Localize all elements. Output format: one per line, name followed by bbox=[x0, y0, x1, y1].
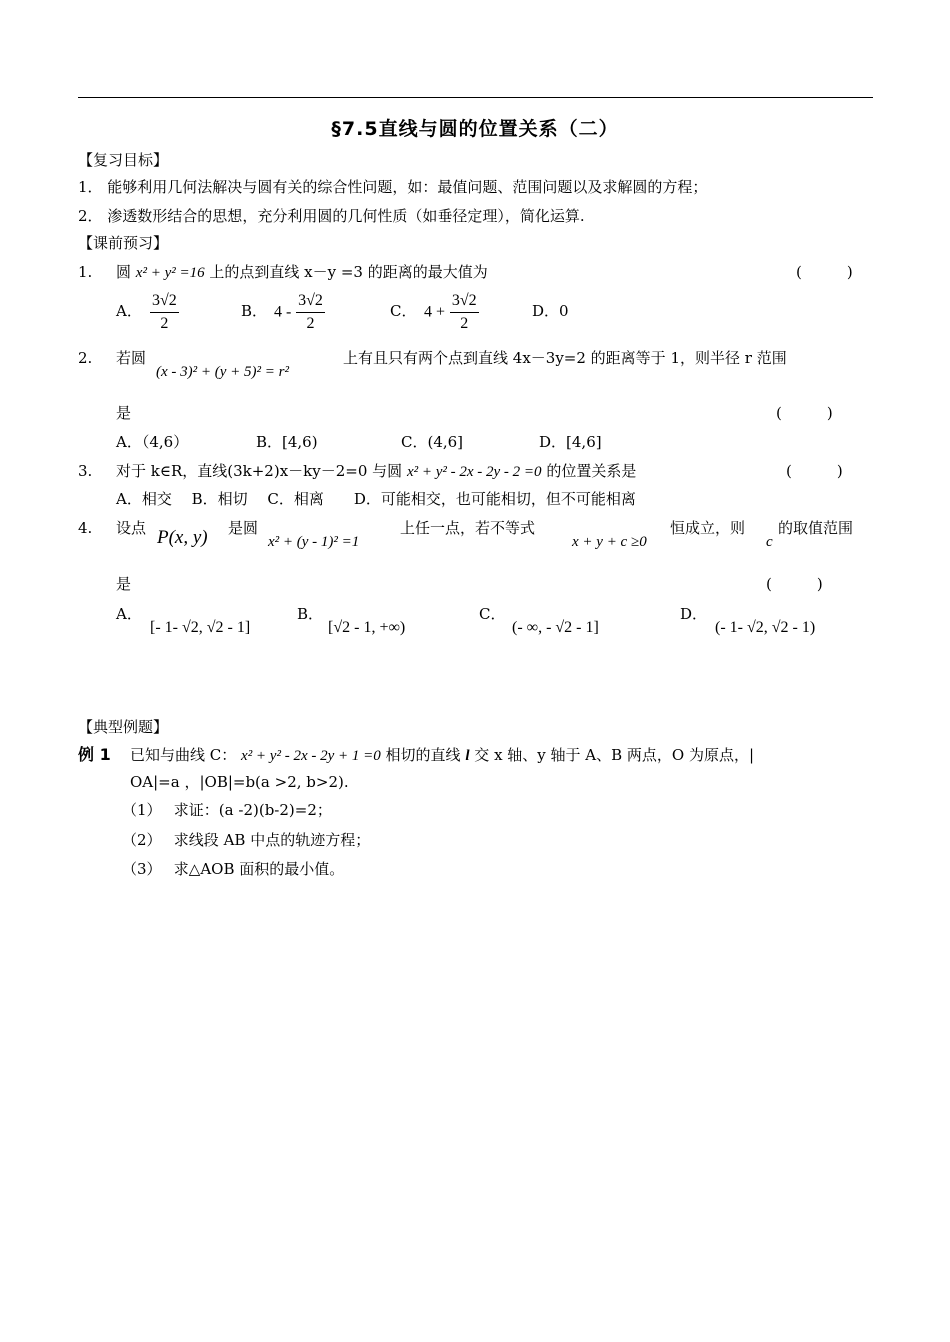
page-title: §7.5直线与圆的位置关系（二） bbox=[331, 118, 619, 140]
q4-option-c-label: C． bbox=[479, 605, 506, 623]
section-heading-preview: 【课前预习】 bbox=[78, 234, 169, 252]
example-1-part-2: （2） 求线段 AB 中点的轨迹方程； bbox=[122, 831, 371, 849]
q4-option-b-label: B． bbox=[297, 605, 324, 623]
q3-circle-equation: x² + y² - 2x - 2y - 2 =0 bbox=[406, 464, 542, 480]
q3-options: A．相交 B．相切 C．相离 D．可能相交，也可能相切，但不可能相离 bbox=[116, 490, 636, 508]
q2-option-a: A．（4,6） bbox=[116, 433, 189, 451]
example-1-text-2: 相切的直线 bbox=[385, 746, 461, 764]
q1-option-b bbox=[274, 290, 325, 335]
q4-variable: c bbox=[766, 534, 773, 550]
example-1-stem bbox=[130, 745, 754, 766]
q3-stem bbox=[116, 461, 636, 482]
q4-text-2: 是圆 bbox=[228, 519, 259, 537]
q2-option-b: B．[4,6) bbox=[256, 433, 318, 451]
example-1-text: 已知与曲线 C： bbox=[130, 746, 237, 764]
q4-option-b: [√2 - 1, +∞) bbox=[328, 619, 406, 636]
q1-option-a-numerator: 3√2 bbox=[150, 290, 179, 313]
q2-option-d: D．[4,6] bbox=[539, 433, 602, 451]
example-1-label: 例 1 bbox=[78, 745, 111, 764]
q1-option-b-denominator: 2 bbox=[306, 315, 315, 332]
q1-option-c bbox=[424, 290, 479, 335]
q3-text: 对于 k∈R，直线(3k+2)x－ky－2=0 与圆 bbox=[116, 462, 403, 480]
q2-option-c: C．(4,6] bbox=[401, 433, 464, 451]
q2-number: 2. bbox=[78, 349, 93, 367]
example-1-part-1: （1） 求证：(a -2)(b-2)=2； bbox=[122, 801, 332, 819]
q1-option-b-prefix: 4 - bbox=[274, 303, 292, 321]
q2-text: 若圆 bbox=[116, 349, 147, 367]
example-1-part-3: （3） 求△AOB 面积的最小值。 bbox=[122, 860, 345, 878]
q4-inequality: x + y + c ≥0 bbox=[572, 534, 647, 550]
q4-option-a: [- 1- √2, √2 - 1] bbox=[150, 619, 251, 636]
q1-answer-paren: ( ) bbox=[796, 263, 853, 281]
q1-option-c-numerator: 3√2 bbox=[450, 290, 479, 313]
q4-option-c: (- ∞, - √2 - 1] bbox=[512, 619, 599, 636]
example-1-curve-equation: x² + y² - 2x - 2y + 1 =0 bbox=[241, 748, 381, 764]
goal-2: 2． 渗透数形结合的思想，充分利用圆的几何性质（如垂径定理），简化运算. bbox=[78, 207, 585, 225]
example-1-text-3: 交 x 轴、y 轴于 A、B 两点，O 为原点，| bbox=[474, 746, 755, 764]
goal-1: 1． 能够利用几何法解决与圆有关的综合性问题，如：最值问题、范围问题以及求解圆的方程； bbox=[78, 178, 708, 196]
q4-number: 4. bbox=[78, 519, 93, 537]
q3-number: 3. bbox=[78, 462, 93, 480]
q1-number: 1. bbox=[78, 263, 93, 281]
example-1-line-variable: l bbox=[465, 748, 470, 764]
q2-text-tail: 上有且只有两个点到直线 4x－3y=2 的距离等于 1，则半径 r 范围 bbox=[343, 349, 787, 367]
q4-text: 设点 bbox=[116, 519, 147, 537]
q1-option-d: D．0 bbox=[532, 302, 569, 320]
q1-option-c-prefix: 4 + bbox=[424, 303, 446, 321]
section-heading-examples: 【典型例题】 bbox=[78, 718, 169, 736]
q1-option-a-label: A． bbox=[116, 302, 142, 320]
q3-answer-paren: ( ) bbox=[786, 462, 843, 480]
q4-option-d: (- 1- √2, √2 - 1) bbox=[715, 619, 816, 636]
q1-option-b-numerator: 3√2 bbox=[296, 290, 325, 313]
q4-text-5: 的取值范围 bbox=[778, 519, 854, 537]
q1-option-a bbox=[150, 290, 179, 335]
q4-answer-paren: ( ) bbox=[766, 575, 823, 593]
header-rule bbox=[78, 97, 873, 98]
q2-text-end: 是 bbox=[116, 404, 132, 422]
q1-text-tail: 上的点到直线 x－y =3 的距离的最大值为 bbox=[209, 263, 488, 281]
q4-text-4: 恒成立，则 bbox=[670, 519, 746, 537]
q1-text: 圆 bbox=[116, 263, 132, 281]
example-1-line-2: OA|=a ，|OB|=b(a >2, b>2). bbox=[130, 773, 349, 791]
q1-option-a-denominator: 2 bbox=[160, 315, 169, 332]
section-heading-review-goals: 【复习目标】 bbox=[78, 151, 169, 169]
q4-option-d-label: D． bbox=[680, 605, 708, 623]
q3-text-tail: 的位置关系是 bbox=[546, 462, 637, 480]
q4-option-a-label: A． bbox=[116, 605, 142, 623]
q1-option-c-denominator: 2 bbox=[460, 315, 469, 332]
q1-option-b-label: B． bbox=[241, 302, 268, 320]
q1-option-c-label: C． bbox=[390, 302, 417, 320]
q4-point: P(x, y) bbox=[157, 527, 208, 548]
q4-text-end: 是 bbox=[116, 575, 132, 593]
q1-circle-equation: x² + y² =16 bbox=[135, 265, 205, 281]
q4-circle-equation: x² + (y - 1)² =1 bbox=[268, 534, 360, 550]
q1-stem bbox=[116, 262, 488, 283]
q2-answer-paren: ( ) bbox=[776, 404, 833, 422]
q4-text-3: 上任一点，若不等式 bbox=[400, 519, 536, 537]
q2-circle-equation: (x - 3)² + (y + 5)² = r² bbox=[156, 364, 289, 380]
